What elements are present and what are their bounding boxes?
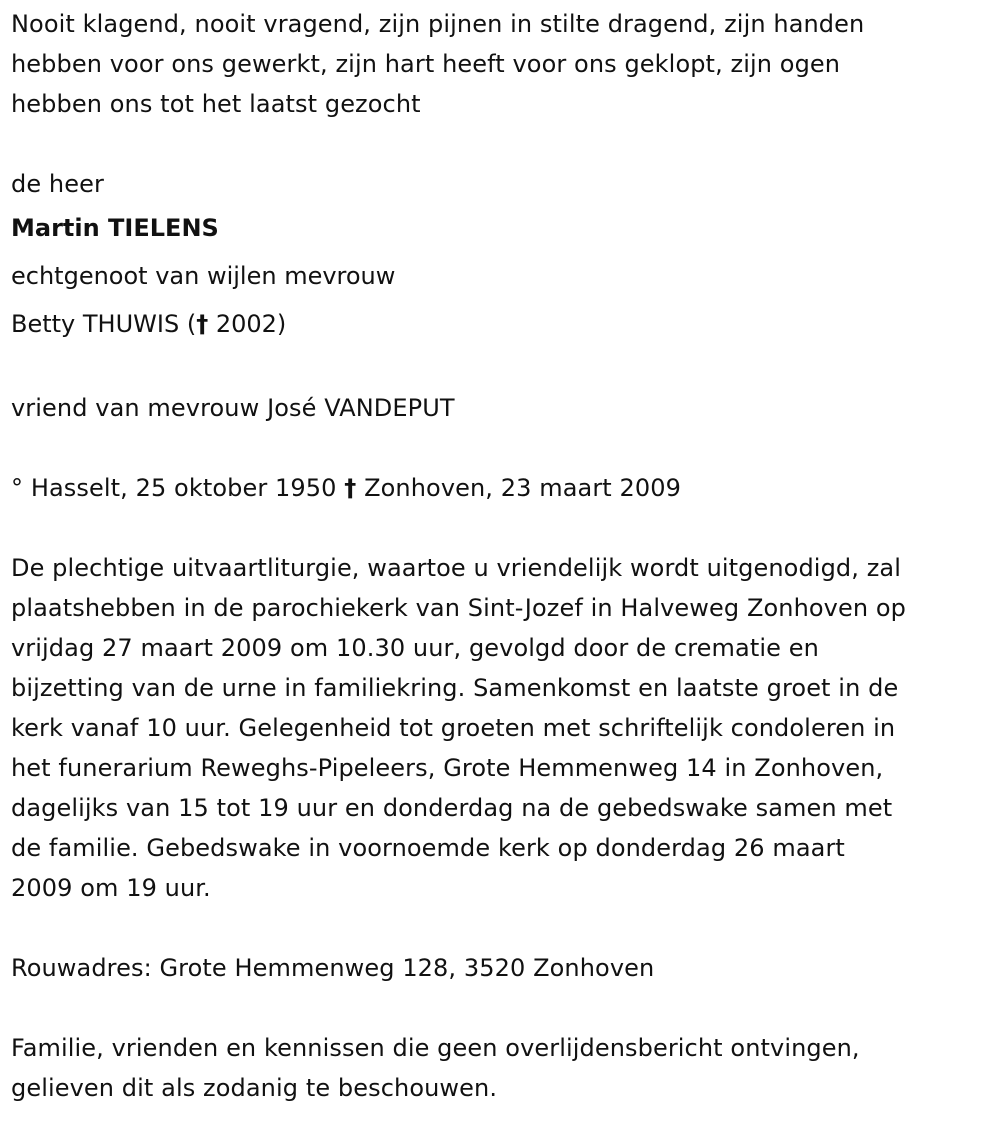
spacer [11, 508, 990, 548]
poem-line: Nooit klagend, nooit vragend, zijn pijnen in stilte dragend, zijn handen [11, 10, 865, 38]
ceremony-line: dagelijks van 15 tot 19 uur en donderdag na de gebedswake samen met [11, 794, 893, 822]
spacer [11, 348, 990, 388]
salutation: de heer [11, 170, 104, 198]
spacer [11, 988, 990, 1028]
cross-icon: † [196, 310, 209, 338]
mourning-address: Rouwadres: Grote Hemmenweg 128, 3520 Zonhoven [11, 954, 655, 982]
birth-info: ° Hasselt, 25 oktober 1950 [11, 474, 345, 502]
spouse-year: 2002) [208, 310, 287, 338]
spacer [11, 908, 990, 948]
ceremony-line: 2009 om 19 uur. [11, 874, 211, 902]
closing-line: gelieven dit als zodanig te beschouwen. [11, 1074, 498, 1102]
ceremony-line: bijzetting van de urne in familiekring. Samenkomst en laatste groet in de [11, 674, 899, 702]
death-info: Zonhoven, 23 maart 2009 [356, 474, 682, 502]
closing-paragraph [11, 1028, 990, 1108]
friend-line: vriend van mevrouw José VANDEPUT [11, 394, 455, 422]
spouse-name: Betty THUWIS ( [11, 310, 197, 338]
poem-paragraph [11, 4, 990, 124]
birth-death-line [11, 468, 990, 508]
ceremony-paragraph [11, 548, 990, 908]
poem-line: hebben voor ons gewerkt, zijn hart heeft voor ons geklopt, zijn ogen [11, 50, 841, 78]
deceased-name: Martin TIELENS [11, 214, 219, 242]
cross-icon: † [344, 474, 357, 502]
ceremony-line: De plechtige uitvaartliturgie, waartoe u vriendelijk wordt uitgenodigd, zal [11, 554, 901, 582]
ceremony-line: de familie. Gebedswake in voornoemde kerk op donderdag 26 maart [11, 834, 845, 862]
spacer [11, 428, 990, 468]
ceremony-line: plaatshebben in de parochiekerk van Sint-Jozef in Halveweg Zonhoven op [11, 594, 907, 622]
poem-line: hebben ons tot het laatst gezocht [11, 90, 421, 118]
ceremony-line: het funerarium Reweghs-Pipeleers, Grote Hemmenweg 14 in Zonhoven, [11, 754, 884, 782]
spouse-line [11, 300, 990, 348]
ceremony-line: vrijdag 27 maart 2009 om 10.30 uur, gevolgd door de crematie en [11, 634, 819, 662]
ceremony-line: kerk vanaf 10 uur. Gelegenheid tot groeten met schriftelijk condoleren in [11, 714, 896, 742]
closing-line: Familie, vrienden en kennissen die geen overlijdensbericht ontvingen, [11, 1034, 860, 1062]
spouse-intro: echtgenoot van wijlen mevrouw [11, 262, 396, 290]
spacer [11, 124, 990, 164]
